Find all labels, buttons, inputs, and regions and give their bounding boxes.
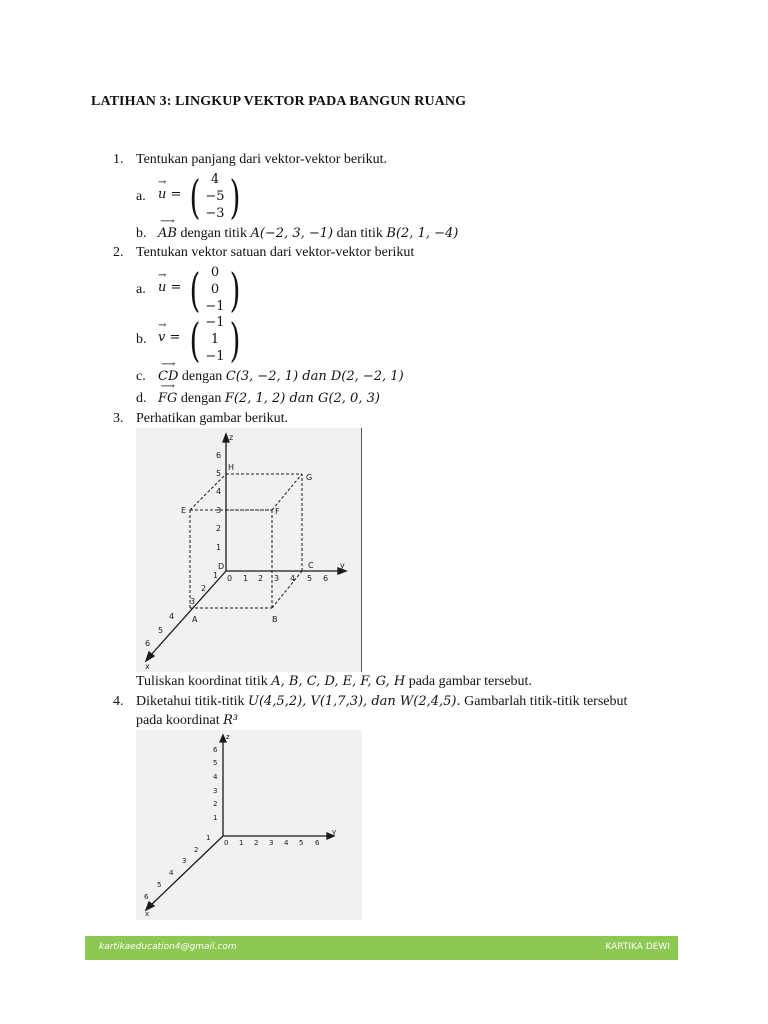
cube-diagram xyxy=(136,428,362,672)
z-tick-1: 1 xyxy=(216,543,222,552)
cube-figure xyxy=(136,428,362,672)
q1b-label: b. xyxy=(136,226,147,241)
q2d-text: dengan xyxy=(180,391,222,406)
q2a-var: u xyxy=(158,280,167,295)
vertex-b-label: B xyxy=(272,615,278,624)
q2c-label: c. xyxy=(136,369,146,384)
y-tick-2: 2 xyxy=(258,574,264,583)
q1b-text2: dan titik xyxy=(336,226,383,241)
page-title: LATIHAN 3: LINGKUP VEKTOR PADA BANGUN RUANG xyxy=(91,94,467,109)
q1b-text1: dengan titik xyxy=(180,226,247,241)
edge-fg xyxy=(272,474,302,510)
q4-z-tick-2: 2 xyxy=(213,800,218,808)
figure-border xyxy=(361,428,362,672)
axes-diagram xyxy=(136,730,362,920)
q2b-lhs: → v = xyxy=(158,320,181,345)
q4-text2: Gambarlah titik-titik tersebut xyxy=(464,694,628,709)
q3-after-text2: pada gambar tersebut. xyxy=(408,674,532,689)
q2-text: Tentukan vektor satuan dari vektor-vektor berikut xyxy=(136,245,415,260)
x-tick-4: 4 xyxy=(169,612,175,621)
q1b-line: ⟶ AB dengan titik A(−2, 3, −1) dan titik B(2, 1, −4) xyxy=(158,216,459,241)
vertex-c-label: C xyxy=(308,561,314,570)
y-tick-5: 5 xyxy=(307,574,313,583)
q3-instruction xyxy=(136,674,532,690)
q1a-entry-2: −5 xyxy=(205,189,225,204)
z-tick-3: 3 xyxy=(216,506,222,515)
z-axis-label: z xyxy=(229,433,234,442)
q2b-var: v xyxy=(158,330,166,345)
footer-author: KARTIKA DEWI xyxy=(605,942,670,952)
x-tick-6: 6 xyxy=(145,639,151,648)
q1b-point-a: A(−2, 3, −1) xyxy=(250,226,334,241)
q1a-column-vector: ( ) 4 −5 −3 xyxy=(189,170,241,224)
q2c-text: dengan xyxy=(181,369,223,384)
q4-z-tick-1: 1 xyxy=(213,814,218,822)
q1-number: 1. xyxy=(113,152,124,167)
q2c-line: ⟶ CD dengan C(3, −2, 1) dan D(2, −2, 1) xyxy=(158,359,404,384)
q2c-points: C(3, −2, 1) dan D(2, −2, 1) xyxy=(225,369,404,384)
y-tick-3: 3 xyxy=(274,574,280,583)
q4-y-tick-6: 6 xyxy=(315,839,320,847)
q1a-lhs: → u = xyxy=(158,177,182,202)
q4-x-tick-1: 1 xyxy=(206,834,211,842)
q4-x-tick-3: 3 xyxy=(182,857,187,865)
y-tick-4: 4 xyxy=(290,574,296,583)
q2-number: 2. xyxy=(113,245,124,260)
q4-number: 4. xyxy=(113,694,124,709)
q4-text3: pada koordinat xyxy=(136,713,220,728)
q4-points: U(4,5,2), V(1,7,3), dan W(2,4,5). xyxy=(248,694,461,709)
q4-line1 xyxy=(136,694,627,710)
q4-text1: Diketahui titik-titik xyxy=(136,694,245,709)
q2a-entry-2: 0 xyxy=(210,282,220,297)
q3-number: 3. xyxy=(113,411,124,426)
vertex-h-label: H xyxy=(228,463,235,472)
q2a-column-vector: ( ) 0 0 −1 xyxy=(189,263,241,317)
q4-y-tick-0: 0 xyxy=(224,839,229,847)
q4-y-tick-2: 2 xyxy=(254,839,259,847)
q4-y-tick-1: 1 xyxy=(239,839,244,847)
x-tick-2: 2 xyxy=(201,584,207,593)
q4-x-tick-6: 6 xyxy=(144,893,149,901)
q4-x-tick-4: 4 xyxy=(169,869,174,877)
q2d-points: F(2, 1, 2) dan G(2, 0, 3) xyxy=(224,391,380,406)
q2b-column-vector: ( ) −1 1 −1 xyxy=(189,313,241,367)
q2d-line: ⟶ FG dengan F(2, 1, 2) dan G(2, 0, 3) xyxy=(158,381,380,406)
q4-line2 xyxy=(136,713,238,729)
y-tick-6: 6 xyxy=(323,574,329,583)
q2a-label: a. xyxy=(136,282,146,297)
z-tick-6: 6 xyxy=(216,451,222,460)
q2d-label: d. xyxy=(136,391,147,406)
q2b-label: b. xyxy=(136,332,147,347)
x-tick-5: 5 xyxy=(158,626,164,635)
q4-z-tick-4: 4 xyxy=(213,773,218,781)
q3-after-text: Tuliskan koordinat titik xyxy=(136,674,268,689)
q4-space: R³ xyxy=(223,713,239,728)
q1a-entry-3: −3 xyxy=(205,206,225,221)
q2a-lhs: → u = xyxy=(158,270,182,295)
q1b-point-b: B(2, 1, −4) xyxy=(386,226,459,241)
vertex-e-label: E xyxy=(181,506,187,515)
q4-z-tick-3: 3 xyxy=(213,787,218,795)
footer-email: kartikaeducation4@gmail.com xyxy=(99,942,237,952)
q1a-var: u xyxy=(158,187,167,202)
q2b-entry-2: 1 xyxy=(210,332,220,347)
q2d-vector: FG xyxy=(158,391,178,406)
vertex-a-label: A xyxy=(192,615,198,624)
q3-after-points: A, B, C, D, E, F, G, H xyxy=(271,674,406,689)
vertex-d-label: D xyxy=(218,562,225,571)
q2a-entry-1: 0 xyxy=(210,265,220,280)
q2c-vector: CD xyxy=(158,369,179,384)
q2b-entry-1: −1 xyxy=(205,315,225,330)
axes-figure xyxy=(136,730,362,920)
y-tick-0: 0 xyxy=(227,574,233,583)
z-tick-4: 4 xyxy=(216,487,222,496)
q4-y-tick-4: 4 xyxy=(284,839,289,847)
q4-x-tick-5: 5 xyxy=(157,881,162,889)
vertex-f-label: F xyxy=(275,507,280,516)
q1b-vector: AB xyxy=(158,226,177,241)
x-axis xyxy=(150,571,226,656)
q4-x-axis xyxy=(150,836,223,906)
q1a-label: a. xyxy=(136,189,146,204)
q4-y-tick-3: 3 xyxy=(269,839,274,847)
q4-x-tick-2: 2 xyxy=(194,846,199,854)
y-tick-1: 1 xyxy=(243,574,249,583)
x-tick-1: 1 xyxy=(213,571,219,580)
q4-x-axis-label: x xyxy=(145,910,150,918)
q4-z-tick-5: 5 xyxy=(213,759,218,767)
q2a-entry-3: −1 xyxy=(205,299,225,314)
y-axis-label: y xyxy=(340,561,345,570)
q4-y-tick-5: 5 xyxy=(299,839,304,847)
q4-z-tick-6: 6 xyxy=(213,746,218,754)
q4-y-axis-label: y xyxy=(332,828,337,836)
q1-text: Tentukan panjang dari vektor-vektor berikut. xyxy=(136,152,388,167)
z-tick-5: 5 xyxy=(216,469,222,478)
z-tick-2: 2 xyxy=(216,524,222,533)
q1a-entry-1: 4 xyxy=(210,172,220,187)
vertex-g-label: G xyxy=(306,473,313,482)
q2b-entry-3: −1 xyxy=(205,349,225,364)
x-axis-label: x xyxy=(145,662,150,671)
page-footer xyxy=(85,936,678,960)
q3-text: Perhatikan gambar berikut. xyxy=(136,411,289,426)
q4-z-axis-label: z xyxy=(226,733,230,741)
x-tick-3: 3 xyxy=(190,597,196,606)
